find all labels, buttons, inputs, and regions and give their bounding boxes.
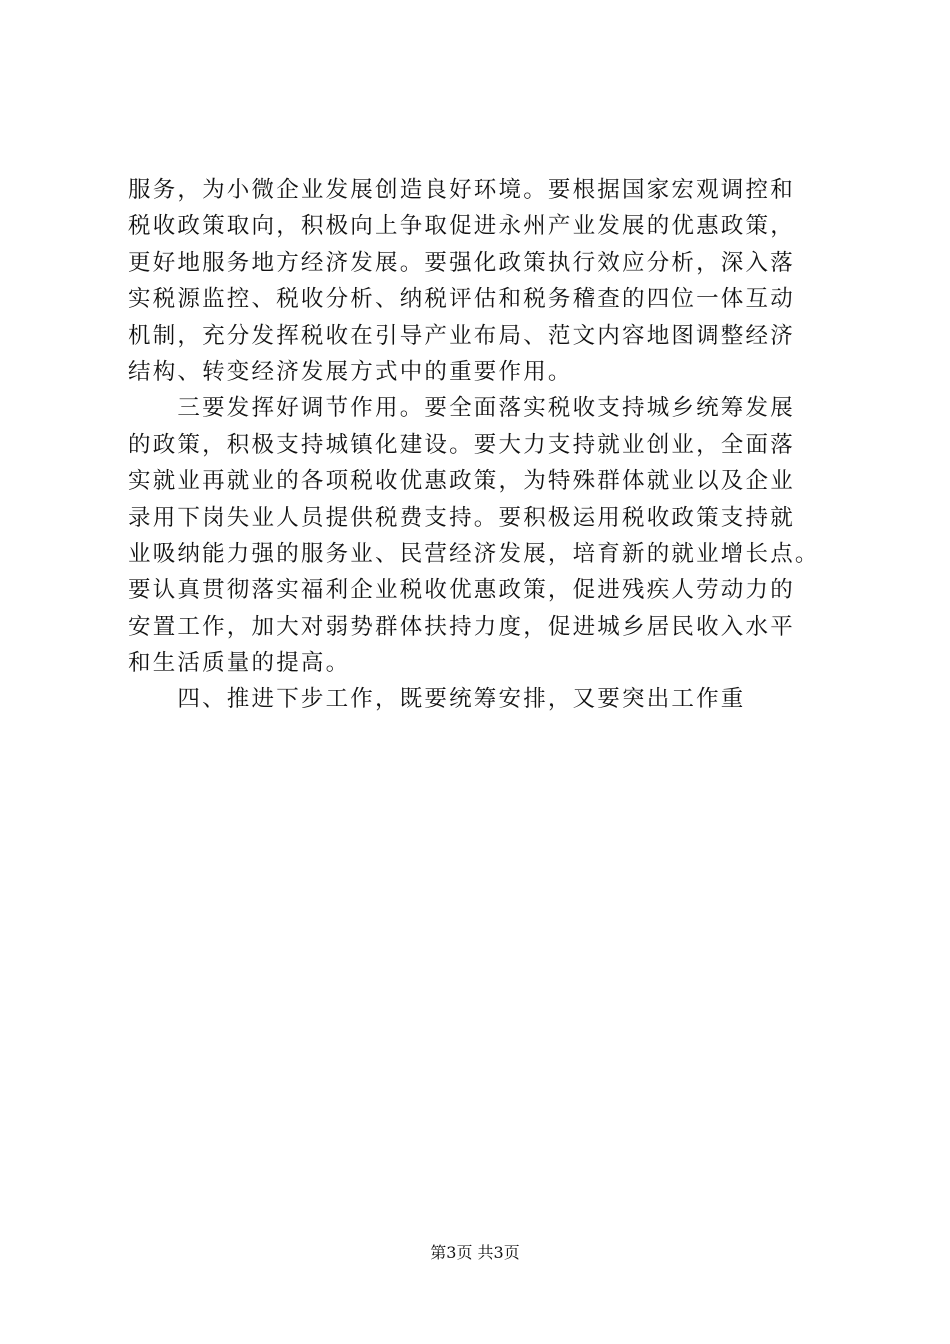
body-text [128,172,828,718]
text-line: 业吸纳能力强的服务业、民营经济发展，培育新的就业增长点。 [128,540,820,567]
text-line: 三要发挥好调节作用。要全面落实税收支持城乡统筹发展 [128,395,795,422]
text-line: 录用下岗失业人员提供税费支持。要积极运用税收政策支持就 [128,504,795,531]
text-line: 的政策，积极支持城镇化建设。要大力支持就业创业，全面落 [128,431,795,458]
text-line: 机制，充分发挥税收在引导产业布局、范文内容地图调整经济 [128,322,795,349]
text-line: 更好地服务地方经济发展。要强化政策执行效应分析，深入落 [128,249,795,276]
page-footer [0,1243,950,1263]
text-line: 要认真贯彻落实福利企业税收优惠政策，促进残疾人劳动力的 [128,577,795,604]
text-line: 和生活质量的提高。 [128,650,351,677]
text-line: 实就业再就业的各项税收优惠政策，为特殊群体就业以及企业 [128,468,795,495]
page-number: 第3页 共3页 [430,1243,520,1262]
text-line: 税收政策取向，积极向上争取促进永州产业发展的优惠政策， [128,213,795,240]
text-line: 结构、转变经济发展方式中的重要作用。 [128,358,573,385]
text-line: 四、推进下步工作，既要统筹安排，又要突出工作重 [128,686,746,713]
text-line: 实税源监控、税收分析、纳税评估和税务稽查的四位一体互动 [128,286,795,313]
text-line: 安置工作，加大对弱势群体扶持力度，促进城乡居民收入水平 [128,613,795,640]
text-line: 服务，为小微企业发展创造良好环境。要根据国家宏观调控和 [128,177,795,203]
